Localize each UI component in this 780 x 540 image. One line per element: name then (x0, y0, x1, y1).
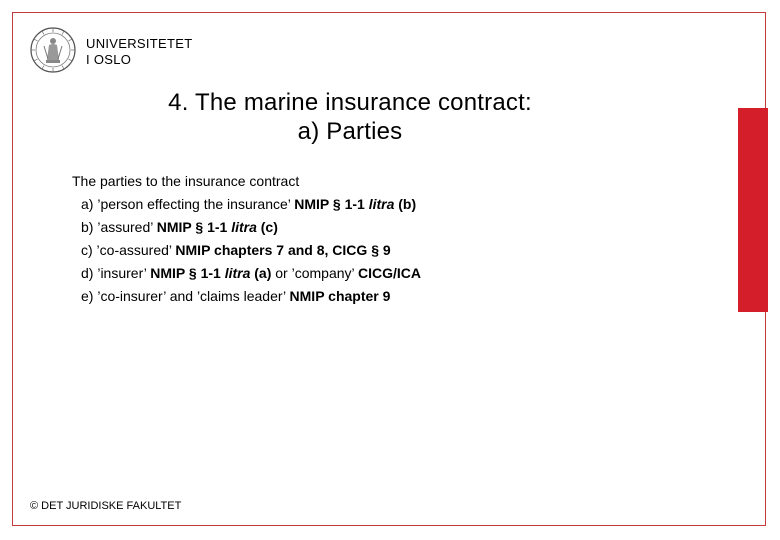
list-item-c (72, 239, 421, 262)
intro-line: The parties to the insurance contract (72, 173, 300, 189)
item-a-text: a) ’person effecting the insurance’ (81, 196, 295, 212)
item-b-ref-end: (c) (256, 219, 278, 235)
slide-title-line1: 4. The marine insurance contract: (168, 89, 532, 116)
item-e-text: e) ’co-insurer’ and ’claims leader’ (81, 288, 290, 304)
item-c-text: c) ’co-assured’ (81, 242, 176, 258)
item-d-ref: NMIP § 1-1 (150, 265, 225, 281)
slide-title-line2: a) Parties (297, 118, 403, 145)
item-b-litra: litra (231, 219, 257, 235)
list-item-d (72, 262, 421, 285)
item-b-ref: NMIP § 1-1 (156, 219, 232, 235)
accent-bar (738, 108, 768, 312)
list-item-b (72, 216, 421, 239)
university-seal-icon (29, 24, 77, 76)
item-d-mid-text: or ’company’ (271, 265, 358, 281)
item-d-ref-end: (a) (250, 265, 272, 281)
item-b-text: b) ’assured’ (81, 219, 157, 235)
item-e-ref: NMIP chapter 9 (289, 288, 391, 304)
slide-title (120, 88, 580, 146)
slide-content (72, 170, 421, 308)
university-name-line2: I OSLO (86, 52, 132, 67)
list-item-e (72, 285, 421, 308)
item-d-ref-2: CICG/ICA (358, 265, 421, 281)
university-name-line1: UNIVERSITETET (86, 36, 193, 51)
item-c-ref: NMIP chapters 7 and 8, CICG § 9 (175, 242, 391, 258)
item-a-ref-end: (b) (394, 196, 417, 212)
footer-copyright: © DET JURIDISKE FAKULTET (30, 500, 182, 512)
item-d-litra: litra (224, 265, 251, 281)
list-item-a (72, 193, 421, 216)
item-d-text: d) ’insurer’ (81, 265, 151, 281)
item-a-ref: NMIP § 1-1 (294, 196, 369, 212)
university-name (86, 36, 192, 68)
item-a-litra: litra (368, 196, 395, 212)
